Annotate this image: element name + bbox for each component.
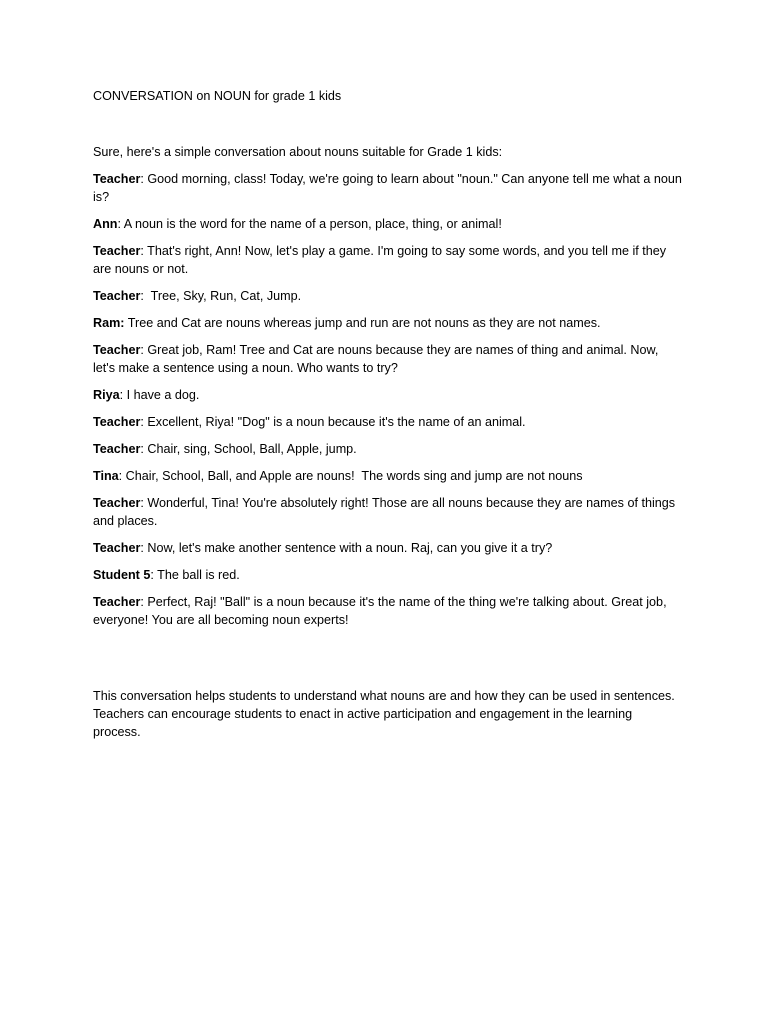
dialogue-line	[93, 467, 683, 485]
conclusion-paragraph: This conversation helps students to understand what nouns are and how they can be used in sentences. Teachers can encourage students to enact in active participation and engagement in the learning process.	[93, 689, 675, 739]
speaker-colon: :	[140, 595, 144, 609]
speaker-colon: :	[140, 244, 144, 258]
speaker-colon: :	[117, 217, 121, 231]
dialogue-line	[93, 386, 683, 404]
dialogue-text: The ball is red.	[153, 568, 240, 582]
conversation	[93, 170, 683, 629]
document-title: CONVERSATION on NOUN for grade 1 kids	[93, 89, 342, 103]
dialogue-text: I have a dog.	[123, 388, 200, 402]
dialogue-text: Excellent, Riya! "Dog" is a noun because it's the name of an animal.	[143, 415, 526, 429]
speaker-name: Riya	[93, 388, 120, 402]
dialogue-line	[93, 413, 683, 431]
dialogue-text: A noun is the word for the name of a person, place, thing, or animal!	[120, 217, 502, 231]
dialogue-line	[93, 593, 683, 629]
dialogue-line	[93, 494, 683, 530]
dialogue-line	[93, 539, 683, 557]
dialogue-line	[93, 242, 683, 278]
speaker-colon: :	[140, 289, 144, 303]
speaker-colon: :	[140, 442, 144, 456]
dialogue-text: Chair, School, Ball, and Apple are nouns! The words sing and jump are not nouns	[122, 469, 583, 483]
speaker-name: Teacher	[93, 343, 141, 357]
dialogue-text: Perfect, Raj! "Ball" is a noun because it's the name of the thing we're talking about. Great job, everyone! You are all becoming noun experts!	[93, 595, 667, 627]
speaker-name: Teacher	[93, 172, 141, 186]
speaker-name: Teacher	[93, 595, 141, 609]
dialogue-text: Tree, Sky, Run, Cat, Jump.	[143, 289, 302, 303]
speaker-colon: :	[118, 469, 123, 483]
speaker-colon: :	[140, 541, 144, 555]
speaker-name: Teacher	[93, 289, 141, 303]
dialogue-line	[93, 215, 683, 233]
speaker-name: Student 5	[93, 568, 151, 582]
dialogue-text: Chair, sing, School, Ball, Apple, jump.	[143, 442, 357, 456]
dialogue-text: Good morning, class! Today, we're going to learn about "noun." Can anyone tell me what a noun is?	[93, 172, 682, 204]
dialogue-text: Tree and Cat are nouns whereas jump and run are not nouns as they are not names.	[124, 316, 601, 330]
speaker-name: Ann	[93, 217, 118, 231]
dialogue-line	[93, 440, 683, 458]
speaker-colon: :	[150, 568, 154, 582]
intro-paragraph: Sure, here's a simple conversation about nouns suitable for Grade 1 kids:	[93, 145, 503, 159]
speaker-name: Teacher	[93, 442, 141, 456]
speaker-name: Tina	[93, 469, 119, 483]
dialogue-text: Wonderful, Tina! You're absolutely right! Those are all nouns because they are names of things and places.	[93, 496, 676, 528]
speaker-name: Ram:	[93, 316, 125, 330]
dialogue-line	[93, 170, 683, 206]
dialogue-text: Great job, Ram! Tree and Cat are nouns because they are names of thing and animal. Now, let's make a sentence using a noun. Who wants to try?	[93, 343, 659, 375]
speaker-colon: :	[140, 172, 144, 186]
speaker-colon: :	[140, 343, 144, 357]
document-body	[93, 87, 683, 741]
dialogue-line	[93, 566, 683, 584]
speaker-name: Teacher	[93, 496, 141, 510]
dialogue-line	[93, 287, 683, 305]
speaker-name: Teacher	[93, 244, 141, 258]
dialogue-text: That's right, Ann! Now, let's play a game. I'm going to say some words, and you tell me if they are nouns or not.	[93, 244, 667, 276]
speaker-name: Teacher	[93, 541, 141, 555]
speaker-colon: :	[140, 496, 144, 510]
dialogue-text: Now, let's make another sentence with a noun. Raj, can you give it a try?	[143, 541, 553, 555]
speaker-colon: :	[119, 388, 124, 402]
speaker-colon: :	[140, 415, 144, 429]
speaker-name: Teacher	[93, 415, 141, 429]
dialogue-line	[93, 341, 683, 377]
dialogue-line	[93, 314, 683, 332]
